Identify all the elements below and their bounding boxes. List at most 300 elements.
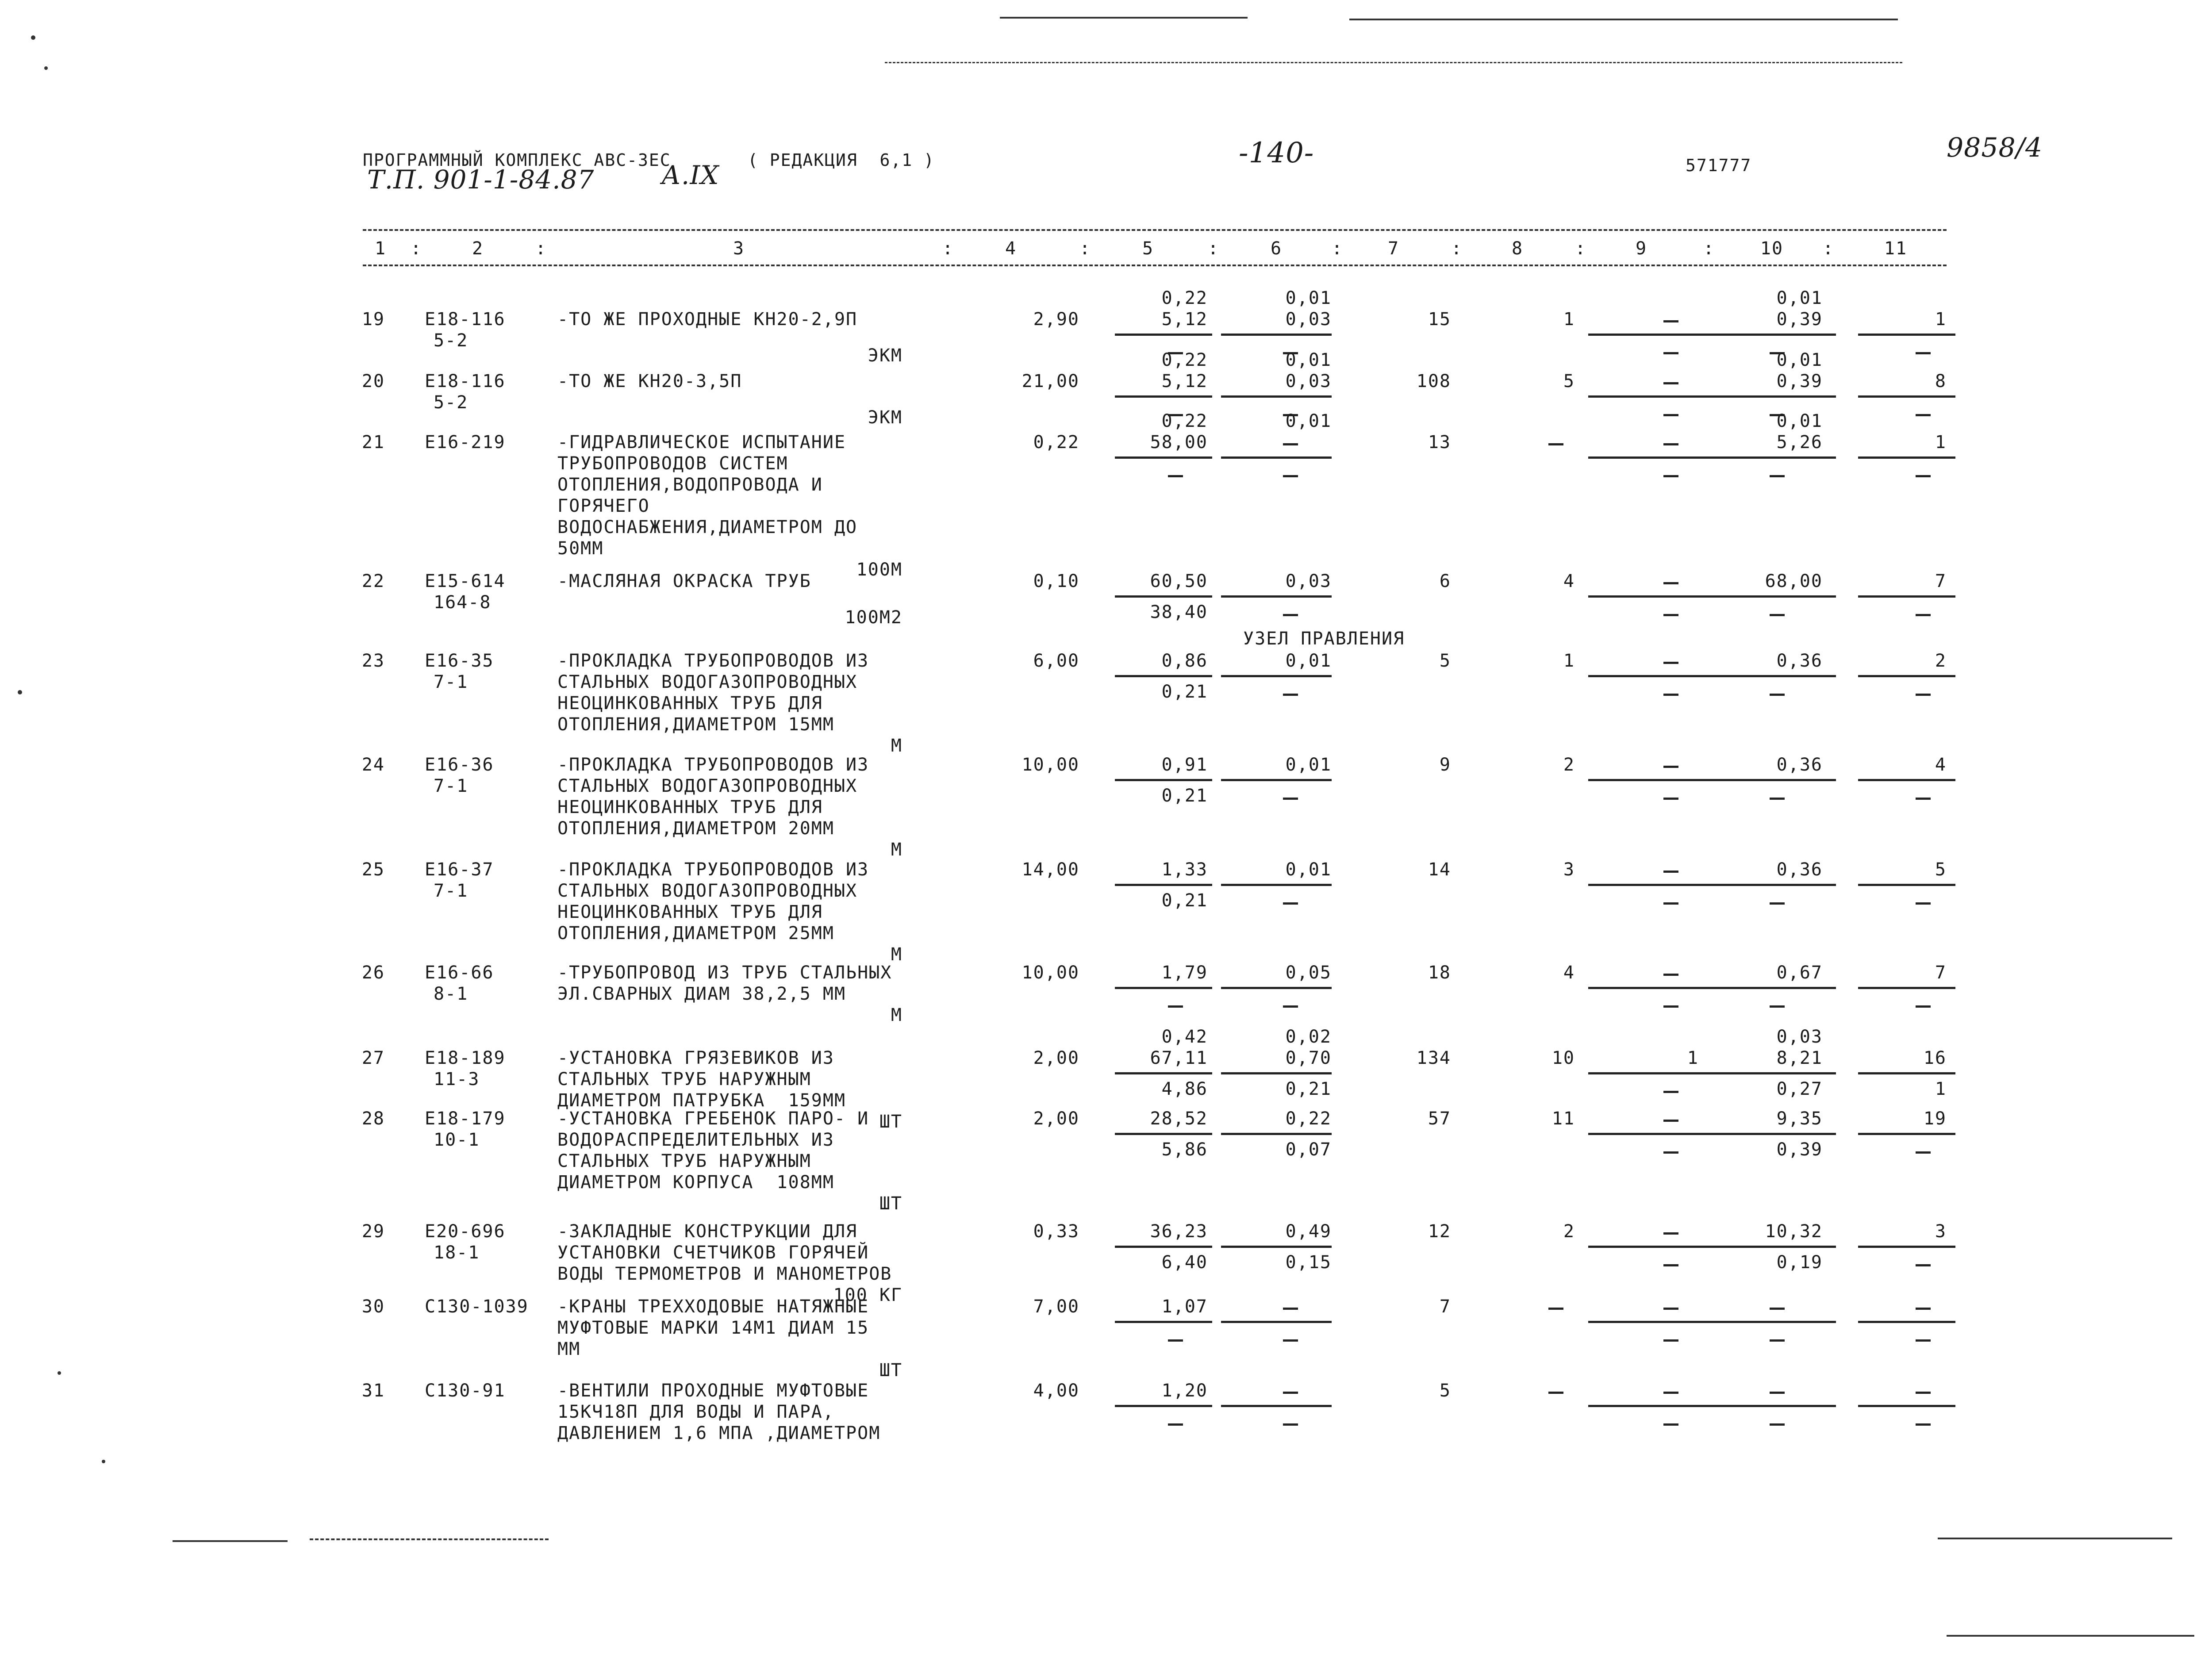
value-11-underline	[1858, 456, 1955, 459]
value-9-lower-dash	[1663, 614, 1678, 616]
unit-label: 100М2	[845, 607, 902, 628]
value-8: 2	[1563, 755, 1575, 775]
description-line: СТАЛЬНЫХ ВОДОГАЗОПРОВОДНЫХ	[557, 881, 858, 901]
rate-code: Е16-219	[425, 432, 506, 453]
description-line: СТАЛЬНЫХ ВОДОГАЗОПРОВОДНЫХ	[557, 672, 858, 692]
cost-5-underline	[1115, 675, 1212, 677]
value-10-lower-dash	[1770, 475, 1785, 477]
value-11: 7	[1935, 571, 1947, 591]
value-11-lower-dash	[1916, 1423, 1931, 1426]
value-10-underline	[1712, 1133, 1836, 1135]
scan-speck	[18, 690, 22, 694]
cost-5-lower: 0,21	[1161, 682, 1208, 702]
cost-5-main: 0,86	[1161, 651, 1208, 671]
description-line: НЕОЦИНКОВАННЫХ ТРУБ ДЛЯ	[557, 902, 823, 922]
page-number: -140-	[1239, 137, 1314, 169]
description-line: ВОДОСНАБЖЕНИЯ,ДИАМЕТРОМ ДО	[557, 517, 858, 537]
value-9-empty-dash	[1663, 1232, 1678, 1235]
value-11: 19	[1923, 1109, 1947, 1129]
rate-code: Е18-179	[425, 1109, 506, 1129]
labour-7: 5	[1439, 1381, 1451, 1401]
cost-6-main: 0,01	[1285, 755, 1332, 775]
scan-speck	[58, 1371, 61, 1375]
value-11-lower: 1	[1935, 1079, 1947, 1099]
cost-6-underline	[1221, 1133, 1332, 1135]
cost-5-upper: 0,22	[1161, 411, 1208, 431]
value-11-lower-dash	[1916, 1264, 1931, 1266]
unit-label: М	[891, 1005, 902, 1025]
quantity: 10,00	[1022, 963, 1079, 983]
cost-5-underline	[1115, 1405, 1212, 1407]
value-8: 4	[1563, 963, 1575, 983]
rate-code: Е18-189	[425, 1048, 506, 1068]
column-header-10: 10	[1760, 238, 1784, 259]
value-8: 10	[1551, 1048, 1575, 1068]
cost-5-lower: 5,86	[1161, 1139, 1208, 1160]
value-9-underline	[1588, 1321, 1712, 1323]
value-10-lower: 0,19	[1776, 1252, 1823, 1273]
cost-6-upper: 0,01	[1285, 350, 1332, 370]
column-separator: :	[1451, 238, 1463, 259]
rate-code: Е15-614	[425, 571, 506, 591]
cost-6-upper: 0,01	[1285, 411, 1332, 431]
value-10-lower-dash	[1770, 1005, 1785, 1008]
value-11-lower-dash	[1916, 414, 1931, 416]
cost-6-main: 0,01	[1285, 859, 1332, 880]
labour-7: 13	[1428, 432, 1451, 453]
rate-code-sub: 10-1	[434, 1130, 480, 1150]
description-line: ММ	[557, 1339, 581, 1359]
page-border-bottom-2	[310, 1538, 549, 1540]
rate-code: Е16-37	[425, 859, 494, 880]
value-10-underline	[1712, 595, 1836, 598]
page-border-bottom-3	[1938, 1538, 2172, 1539]
description-line: -МАСЛЯНАЯ ОКРАСКА ТРУБ	[557, 571, 811, 591]
cost-5-empty-dash	[1168, 1339, 1183, 1342]
cost-6-main: 0,49	[1285, 1221, 1332, 1242]
value-11: 4	[1935, 755, 1947, 775]
row-number: 19	[361, 309, 385, 330]
value-10-lower: 0,39	[1776, 1139, 1823, 1160]
rate-code-sub: 5-2	[434, 330, 469, 351]
description-line: ЭЛ.СВАРНЫХ ДИАМ 38,2,5 ММ	[557, 984, 846, 1004]
rate-code-sub: 7-1	[434, 881, 469, 901]
value-11-underline	[1858, 334, 1955, 336]
cost-5-underline	[1115, 1246, 1212, 1248]
cost-6-empty-dash	[1283, 475, 1298, 477]
value-9-lower-dash	[1663, 902, 1678, 905]
cost-6-main: 0,03	[1285, 371, 1332, 391]
row-number: 21	[361, 432, 385, 453]
cost-5-underline	[1115, 1321, 1212, 1323]
quantity: 2,00	[1033, 1109, 1079, 1129]
value-9-lower-dash	[1663, 694, 1678, 696]
unit-label: ШТ	[879, 1360, 902, 1381]
value-11-lower-dash	[1916, 694, 1931, 696]
cost-5-main: 0,91	[1161, 755, 1208, 775]
table-top-rule	[363, 229, 1947, 231]
column-separator: :	[1823, 238, 1835, 259]
cost-5-empty-dash	[1168, 1005, 1183, 1008]
value-10-lower-dash	[1770, 902, 1785, 905]
value-10-underline	[1712, 395, 1836, 398]
cost-5-main: 1,33	[1161, 859, 1208, 880]
value-11-underline	[1858, 884, 1955, 886]
table-header-rule	[363, 265, 1947, 266]
description-line: ГОРЯЧЕГО	[557, 496, 650, 516]
unit-label: М	[891, 736, 902, 756]
labour-7: 9	[1439, 755, 1451, 775]
rate-code: Е16-66	[425, 963, 494, 983]
value-11-underline	[1858, 987, 1955, 989]
description-line: -УСТАНОВКА ГРЯЗЕВИКОВ ИЗ	[557, 1048, 834, 1068]
row-number: 20	[361, 371, 385, 391]
column-header-4: 4	[1005, 238, 1017, 259]
quantity: 14,00	[1022, 859, 1079, 880]
cost-5-main: 60,50	[1150, 571, 1208, 591]
cost-5-main: 1,20	[1161, 1381, 1208, 1401]
value-9-underline	[1588, 334, 1712, 336]
value-10-lower-dash	[1770, 1423, 1785, 1426]
value-11-underline	[1858, 1072, 1955, 1074]
value-9-empty-dash	[1663, 320, 1678, 322]
quantity: 0,33	[1033, 1221, 1079, 1242]
value-11-lower-dash	[1916, 1005, 1931, 1008]
value-10-underline	[1712, 779, 1836, 781]
column-separator: :	[1332, 238, 1344, 259]
cost-6-empty-dash	[1283, 1005, 1298, 1008]
value-9-lower-dash	[1663, 1264, 1678, 1266]
rate-code-sub: 7-1	[434, 672, 469, 692]
rate-code: С130-1039	[425, 1296, 529, 1317]
description-line: 15КЧ18П ДЛЯ ВОДЫ И ПАРА,	[557, 1402, 834, 1422]
rate-code-sub: 18-1	[434, 1243, 480, 1263]
column-header-8: 8	[1511, 238, 1524, 259]
unit-label: ШТ	[879, 1193, 902, 1214]
quantity: 0,22	[1033, 432, 1079, 453]
rate-code-sub: 8-1	[434, 984, 469, 1004]
labour-7: 108	[1416, 371, 1451, 391]
value-9-underline	[1588, 1133, 1712, 1135]
column-header-7: 7	[1387, 238, 1400, 259]
row-number: 26	[361, 963, 385, 983]
value-8: 5	[1563, 371, 1575, 391]
value-10-underline	[1712, 1246, 1836, 1248]
value-11-empty-dash	[1916, 1392, 1931, 1394]
value-11-underline	[1858, 779, 1955, 781]
value-11: 3	[1935, 1221, 1947, 1242]
page-border-bottom-4	[1947, 1635, 2194, 1637]
cost-5-underline	[1115, 987, 1212, 989]
cost-5-underline	[1115, 395, 1212, 398]
cost-5-main: 1,07	[1161, 1296, 1208, 1317]
cost-6-empty-dash	[1283, 902, 1298, 905]
description-line: ОТОПЛЕНИЯ,ВОДОПРОВОДА И	[557, 475, 823, 495]
quantity: 6,00	[1033, 651, 1079, 671]
row-number: 22	[361, 571, 385, 591]
cost-6-main: 0,03	[1285, 571, 1332, 591]
cost-6-underline	[1221, 1405, 1332, 1407]
value-10-upper: 0,03	[1776, 1027, 1823, 1047]
column-header-2: 2	[472, 238, 484, 259]
value-11: 1	[1935, 309, 1947, 330]
description-line: -ВЕНТИЛИ ПРОХОДНЫЕ МУФТОВЫЕ	[557, 1381, 869, 1401]
value-11-underline	[1858, 1133, 1955, 1135]
cost-6-main: 0,01	[1285, 651, 1332, 671]
row-number: 27	[361, 1048, 385, 1068]
scan-speck	[102, 1460, 105, 1463]
unit-label: ШТ	[879, 1112, 902, 1132]
value-9-underline	[1588, 884, 1712, 886]
value-10-upper: 0,01	[1776, 288, 1823, 308]
value-8-empty-dash	[1548, 1308, 1563, 1310]
cost-5-upper: 0,42	[1161, 1027, 1208, 1047]
page-border-top-3	[885, 62, 1902, 63]
labour-7: 15	[1428, 309, 1451, 330]
value-10-underline	[1712, 1072, 1836, 1074]
cost-5-main: 5,12	[1161, 371, 1208, 391]
value-9: 1	[1687, 1048, 1699, 1068]
description-line: -ПРОКЛАДКА ТРУБОПРОВОДОВ ИЗ	[557, 755, 869, 775]
quantity: 7,00	[1033, 1296, 1079, 1317]
column-header-11: 11	[1884, 238, 1908, 259]
value-11-underline	[1858, 595, 1955, 598]
value-9-lower-dash	[1663, 414, 1678, 416]
cost-5-underline	[1115, 884, 1212, 886]
cost-6-upper: 0,01	[1285, 288, 1332, 308]
value-9-lower-dash	[1663, 1339, 1678, 1342]
value-11-underline	[1858, 675, 1955, 677]
quantity: 2,00	[1033, 1048, 1079, 1068]
description-line: СТАЛЬНЫХ ТРУБ НАРУЖНЫМ	[557, 1151, 811, 1171]
value-10-underline	[1712, 884, 1836, 886]
value-10-main: 0,39	[1776, 371, 1823, 391]
quantity: 4,00	[1033, 1381, 1079, 1401]
value-10-empty-dash	[1770, 1308, 1785, 1310]
page-border-bottom-1	[173, 1540, 288, 1542]
program-title: ПРОГРАММНЫЙ КОМПЛЕКС АВС-3ЕС	[363, 150, 671, 170]
description-line: ОТОПЛЕНИЯ,ДИАМЕТРОМ 25ММ	[557, 923, 834, 944]
description-line: ТРУБОПРОВОДОВ СИСТЕМ	[557, 453, 788, 474]
description-line: ВОДОРАСПРЕДЕЛИТЕЛЬНЫХ ИЗ	[557, 1130, 834, 1150]
description-line: -ТО ЖЕ КН20-3,5П	[557, 371, 742, 391]
cost-6-main: 0,05	[1285, 963, 1332, 983]
value-11: 1	[1935, 432, 1947, 453]
description-line: СТАЛЬНЫХ ТРУБ НАРУЖНЫМ	[557, 1069, 811, 1089]
unit-label: ЭКМ	[868, 345, 902, 366]
value-11: 16	[1923, 1048, 1947, 1068]
cost-5-main: 36,23	[1150, 1221, 1208, 1242]
cost-6-empty-dash	[1283, 614, 1298, 616]
value-8: 4	[1563, 571, 1575, 591]
value-11-underline	[1858, 395, 1955, 398]
value-8: 11	[1551, 1109, 1575, 1129]
cost-5-lower: 4,86	[1161, 1079, 1208, 1099]
value-11: 2	[1935, 651, 1947, 671]
value-8-empty-dash	[1548, 443, 1563, 445]
unit-label: 100 КГ	[833, 1285, 902, 1305]
value-8-empty-dash	[1548, 1392, 1563, 1394]
value-9-empty-dash	[1663, 1120, 1678, 1122]
value-9-empty-dash	[1663, 974, 1678, 976]
column-header-3: 3	[733, 238, 745, 259]
cost-5-main: 58,00	[1150, 432, 1208, 453]
cost-6-underline	[1221, 395, 1332, 398]
value-9-underline	[1588, 1072, 1712, 1074]
column-separator: :	[1208, 238, 1220, 259]
rate-code: С130-91	[425, 1381, 506, 1401]
rate-code: Е20-696	[425, 1221, 506, 1242]
value-8: 1	[1563, 309, 1575, 330]
cost-5-underline	[1115, 334, 1212, 336]
value-10-main: 0,36	[1776, 651, 1823, 671]
cost-5-lower: 0,21	[1161, 890, 1208, 911]
section-title: УЗЕЛ ПРАВЛЕНИЯ	[1243, 629, 1405, 649]
rate-code-sub: 164-8	[434, 592, 492, 613]
cost-6-empty-dash	[1283, 694, 1298, 696]
row-number: 25	[361, 859, 385, 880]
sheet-mark: 9858/4	[1947, 132, 2043, 163]
labour-7: 6	[1439, 571, 1451, 591]
description-line: СТАЛЬНЫХ ВОДОГАЗОПРОВОДНЫХ	[557, 776, 858, 796]
cost-5-main: 28,52	[1150, 1109, 1208, 1129]
value-8: 2	[1563, 1221, 1575, 1242]
cost-6-underline	[1221, 595, 1332, 598]
value-10-main: 5,26	[1776, 432, 1823, 453]
value-9-underline	[1588, 779, 1712, 781]
scan-speck	[44, 66, 48, 70]
column-separator: :	[1079, 238, 1091, 259]
edition-label: ( РЕДАКЦИЯ 6,1 )	[748, 150, 935, 170]
cost-6-underline	[1221, 456, 1332, 459]
value-10-main: 9,35	[1776, 1109, 1823, 1129]
labour-7: 7	[1439, 1296, 1451, 1317]
column-separator: :	[535, 238, 547, 259]
cost-5-empty-dash	[1168, 1423, 1183, 1426]
value-11-underline	[1858, 1321, 1955, 1323]
unit-label: М	[891, 944, 902, 965]
description-line: ДИАМЕТРОМ КОРПУСА 108ММ	[557, 1172, 834, 1193]
value-9-lower-dash	[1663, 798, 1678, 800]
value-10-main: 0,39	[1776, 309, 1823, 330]
value-9-empty-dash	[1663, 766, 1678, 768]
value-11: 8	[1935, 371, 1947, 391]
value-10-empty-dash	[1770, 1392, 1785, 1394]
labour-7: 134	[1416, 1048, 1451, 1068]
cost-6-main: 0,70	[1285, 1048, 1332, 1068]
value-11-lower-dash	[1916, 902, 1931, 905]
cost-6-underline	[1221, 1246, 1332, 1248]
cost-6-underline	[1221, 1321, 1332, 1323]
value-9-lower-dash	[1663, 1005, 1678, 1008]
value-9-underline	[1588, 987, 1712, 989]
value-10-upper: 0,01	[1776, 411, 1823, 431]
description-line: ДАВЛЕНИЕМ 1,6 МПА ,ДИАМЕТРОМ	[557, 1423, 881, 1443]
value-10-lower-dash	[1770, 614, 1785, 616]
cost-5-lower: 0,21	[1161, 786, 1208, 806]
row-number: 30	[361, 1296, 385, 1317]
cost-5-upper: 0,22	[1161, 350, 1208, 370]
description-line: -ЗАКЛАДНЫЕ КОНСТРУКЦИИ ДЛЯ	[557, 1221, 858, 1242]
description-line: 50ММ	[557, 538, 604, 559]
value-11: 5	[1935, 859, 1947, 880]
value-9-empty-dash	[1663, 871, 1678, 873]
rate-code: Е16-36	[425, 755, 494, 775]
description-line: ДИАМЕТРОМ ПАТРУБКА 159ММ	[557, 1090, 846, 1111]
cost-6-empty-dash	[1283, 1392, 1298, 1394]
cost-6-lower: 0,07	[1285, 1139, 1332, 1160]
description-line: -КРАНЫ ТРЕХХОДОВЫЕ НАТЯЖНЫЕ	[557, 1296, 869, 1317]
cost-6-main: 0,22	[1285, 1109, 1332, 1129]
description-line: ОТОПЛЕНИЯ,ДИАМЕТРОМ 15ММ	[557, 714, 834, 735]
value-9-empty-dash	[1663, 443, 1678, 445]
description-line: -ТРУБОПРОВОД ИЗ ТРУБ СТАЛЬНЫХ	[557, 963, 892, 983]
value-8: 1	[1563, 651, 1575, 671]
description-line: НЕОЦИНКОВАННЫХ ТРУБ ДЛЯ	[557, 693, 823, 713]
project-number: Т.П. 901-1-84.87	[367, 165, 595, 195]
column-separator: :	[1575, 238, 1587, 259]
labour-7: 14	[1428, 859, 1451, 880]
cost-6-lower: 0,21	[1285, 1079, 1332, 1099]
column-separator: :	[1703, 238, 1715, 259]
value-9-lower-dash	[1663, 1423, 1678, 1426]
labour-7: 12	[1428, 1221, 1451, 1242]
cost-5-underline	[1115, 595, 1212, 598]
column-header-1: 1	[374, 238, 387, 259]
column-header-5: 5	[1142, 238, 1154, 259]
row-number: 28	[361, 1109, 385, 1129]
cost-5-main: 5,12	[1161, 309, 1208, 330]
cost-6-underline	[1221, 334, 1332, 336]
description-line: МУФТОВЫЕ МАРКИ 14М1 ДИАМ 15	[557, 1318, 869, 1338]
value-10-underline	[1712, 456, 1836, 459]
cost-5-underline	[1115, 779, 1212, 781]
cost-6-main: 0,03	[1285, 309, 1332, 330]
description-line: -ПРОКЛАДКА ТРУБОПРОВОДОВ ИЗ	[557, 651, 869, 671]
value-10-lower-dash	[1770, 798, 1785, 800]
value-10-main: 0,67	[1776, 963, 1823, 983]
value-10-main: 68,00	[1765, 571, 1823, 591]
cost-6-underline	[1221, 779, 1332, 781]
value-9-underline	[1588, 595, 1712, 598]
document-code: 571777	[1686, 156, 1752, 175]
value-9-lower-dash	[1663, 1151, 1678, 1154]
album-number: А.IX	[661, 160, 719, 190]
cost-5-main: 67,11	[1150, 1048, 1208, 1068]
rate-code-sub: 7-1	[434, 776, 469, 796]
value-9-underline	[1588, 1405, 1712, 1407]
cost-6-underline	[1221, 987, 1332, 989]
rate-code: Е18-116	[425, 309, 506, 330]
column-separator: :	[942, 238, 954, 259]
value-9-lower-dash	[1663, 1091, 1678, 1093]
rate-code-sub: 5-2	[434, 392, 469, 413]
column-header-6: 6	[1270, 238, 1283, 259]
quantity: 21,00	[1022, 371, 1079, 391]
value-8: 3	[1563, 859, 1575, 880]
value-10-main: 8,21	[1776, 1048, 1823, 1068]
cost-6-empty-dash	[1283, 1308, 1298, 1310]
value-10-underline	[1712, 675, 1836, 677]
labour-7: 57	[1428, 1109, 1451, 1129]
unit-label: 100М	[856, 560, 902, 580]
cost-5-lower: 38,40	[1150, 602, 1208, 622]
labour-7: 18	[1428, 963, 1451, 983]
value-9-empty-dash	[1663, 662, 1678, 664]
cost-6-underline	[1221, 675, 1332, 677]
value-11: 7	[1935, 963, 1947, 983]
value-11-lower-dash	[1916, 1339, 1931, 1342]
